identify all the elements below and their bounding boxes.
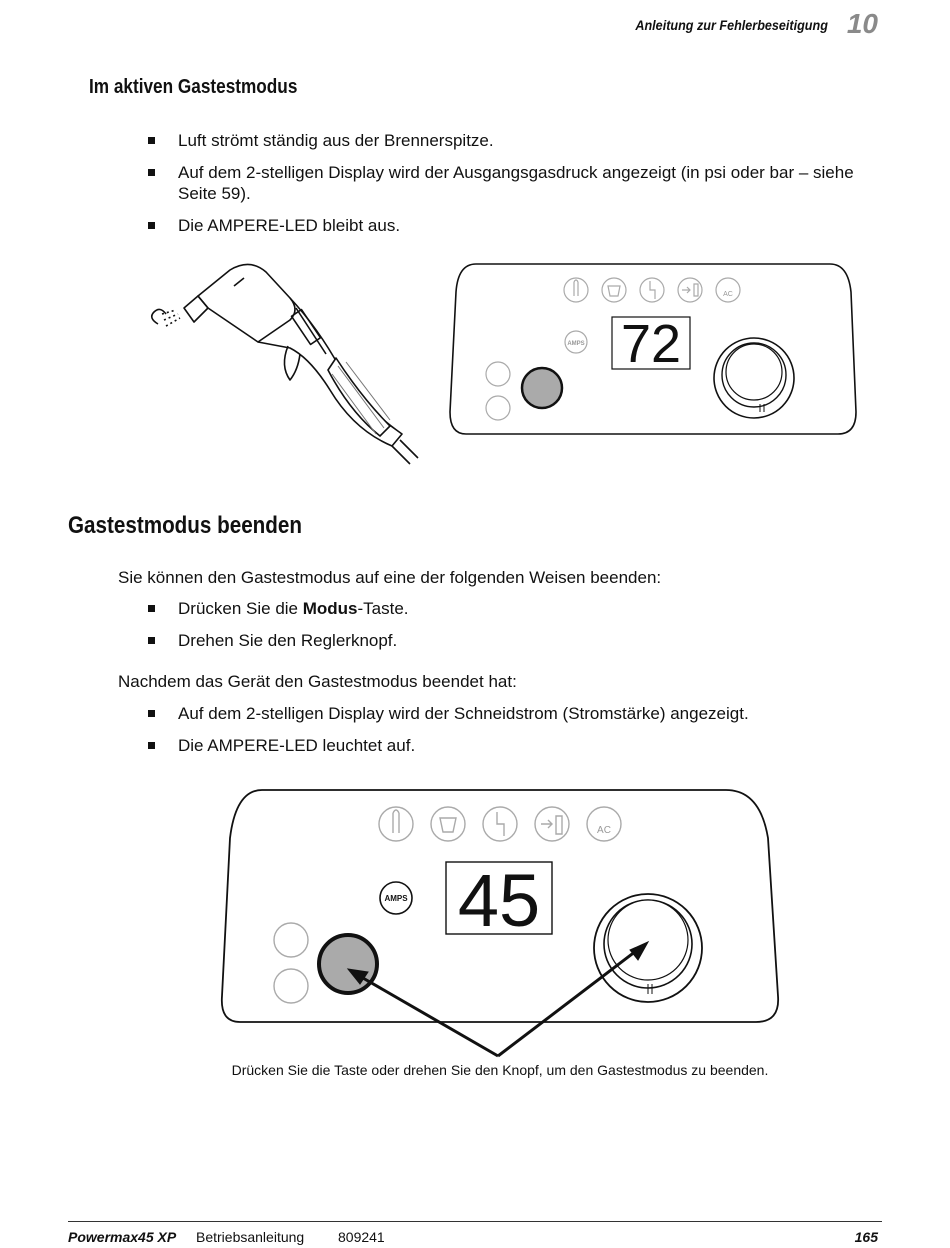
list-item: Auf dem 2-stelligen Display wird der Ausgangsgasdruck angezeigt (in psi oder bar – siehe Seite 59). [148, 162, 888, 204]
bullet-list-exit-options [148, 598, 888, 662]
mode-button [319, 935, 377, 993]
footer-doc-type: Betriebsanleitung [196, 1229, 305, 1245]
list-item: Auf dem 2-stelligen Display wird der Schneidstrom (Stromstärke) angezeigt. [148, 703, 888, 724]
bullet-list-after-exit [148, 703, 888, 767]
ac-label: AC [723, 291, 733, 298]
mode-button [522, 368, 562, 408]
after-paragraph: Nachdem das Gerät den Gastestmodus beendet hat: [118, 672, 517, 691]
footer-product: Powermax45 XP [68, 1229, 177, 1245]
amps-label: AMPS [384, 894, 408, 903]
list-item: Luft strömt ständig aus der Brennerspitze. [148, 130, 888, 151]
section-heading-exit-gas-test: Gastestmodus beenden [68, 512, 302, 539]
chapter-number: 10 [846, 8, 878, 39]
control-panel-gas-test [448, 262, 858, 438]
figure-caption: Drücken Sie die Taste oder drehen Sie den Knopf, um den Gastestmodus zu beenden. [231, 1062, 769, 1078]
header-section-title: Anleitung zur Fehlerbeseitigung [635, 17, 828, 33]
list-item: Drücken Sie die Modus-Taste. [148, 598, 888, 619]
bullet-list-active-mode [148, 130, 888, 247]
footer-doc-number: 809241 [338, 1229, 385, 1245]
ac-label: AC [597, 825, 611, 836]
page-number: 165 [854, 1229, 878, 1245]
amps-label: AMPS [567, 341, 585, 347]
display-value: 72 [620, 314, 682, 374]
display-value: 45 [457, 859, 541, 942]
list-item: Die AMPERE-LED bleibt aus. [148, 215, 888, 236]
list-item: Die AMPERE-LED leuchtet auf. [148, 735, 888, 756]
control-panel-exit-mode [218, 788, 782, 1060]
section-heading-active-gas-test: Im aktiven Gastestmodus [89, 76, 298, 98]
intro-paragraph: Sie können den Gastestmodus auf eine der folgenden Weisen beenden: [118, 568, 662, 587]
list-item: Drehen Sie den Reglerknopf. [148, 630, 888, 651]
footer-rule [68, 1221, 882, 1222]
torch-illustration [140, 258, 420, 468]
